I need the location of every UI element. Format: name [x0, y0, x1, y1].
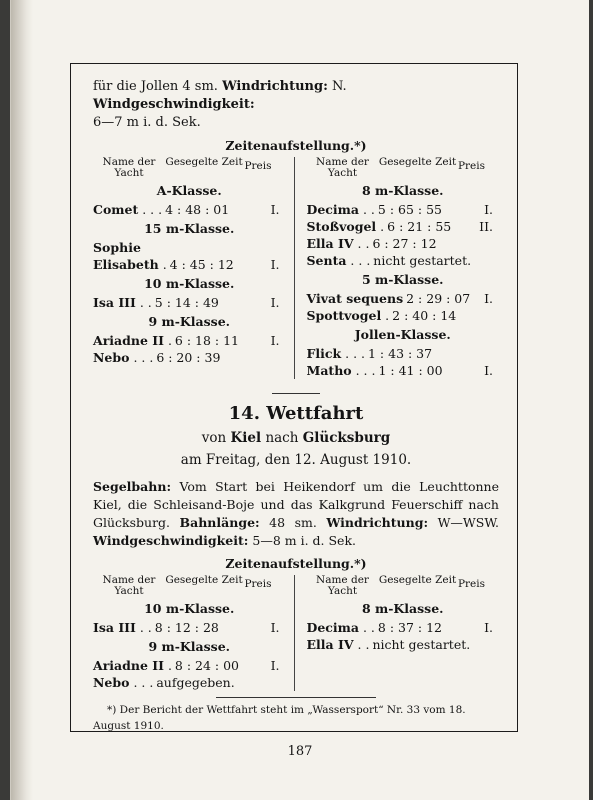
sailed-time: 6 : 27 : 12 — [372, 236, 437, 251]
intro-text: für die Jollen 4 sm. — [93, 79, 218, 94]
sailed-time: 8 : 37 : 12 — [377, 620, 442, 635]
wind-direction-value: W—WSW. — [437, 515, 499, 530]
table-row — [307, 619, 500, 636]
prize: I. — [484, 363, 493, 378]
class-heading: 9 m-Klasse. — [148, 639, 231, 654]
table-row — [307, 201, 500, 218]
leader-dots: . . — [135, 295, 152, 310]
column-header-prize: Preis — [244, 160, 272, 172]
page-number: 187 — [287, 744, 313, 759]
course-length-value: 48 sm. — [269, 515, 317, 530]
column-header-prize: Preis — [244, 578, 272, 590]
column-header — [307, 575, 500, 597]
race13-left-column — [93, 157, 294, 379]
leader-dots: . . . — [129, 675, 154, 690]
wind-direction-label: Windrichtung: — [326, 515, 429, 530]
sailed-time: 8 : 12 : 28 — [154, 620, 219, 635]
prize: I. — [484, 620, 493, 635]
sailed-time: 4 : 48 : 01 — [165, 202, 230, 217]
class-heading: 15 m-Klasse. — [144, 221, 235, 236]
table-row — [93, 657, 286, 674]
prize — [280, 239, 286, 256]
table-row — [93, 239, 286, 256]
route-start: Kiel — [230, 430, 262, 446]
prize — [493, 345, 499, 362]
class-heading: 8 m-Klasse. — [361, 601, 444, 616]
sailed-time: 6 : 20 : 39 — [156, 350, 221, 365]
page-content — [93, 78, 499, 734]
yacht-name: Ariadne II — [93, 658, 164, 673]
column-header-time: Gesegelte Zeit — [378, 574, 457, 586]
prize: I. — [270, 620, 280, 635]
page-gutter-shadow — [11, 0, 33, 800]
prize: I. — [270, 295, 280, 310]
leader-dots: . . — [353, 637, 370, 652]
table-row — [93, 256, 286, 273]
prize: I. — [484, 202, 493, 217]
race14-right-column — [294, 575, 500, 691]
yacht-name: Ella IV — [306, 637, 354, 652]
table-row — [307, 345, 500, 362]
race13-right-column — [294, 157, 500, 379]
sailed-time: 4 : 45 : 12 — [169, 257, 234, 272]
race14-left-column — [93, 575, 294, 691]
table-row — [307, 235, 500, 252]
course-label: Segelbahn: — [93, 479, 172, 494]
yacht-name: Nebo — [93, 675, 130, 690]
leader-dots: . — [158, 257, 167, 272]
table-row — [307, 636, 500, 653]
table-row — [307, 218, 500, 235]
column-header — [307, 157, 500, 179]
race14-heading: 14. Wettfahrt — [228, 403, 364, 424]
prize — [493, 235, 499, 252]
prize — [493, 252, 499, 269]
intro-line-1 — [93, 78, 499, 114]
class-heading: 9 m-Klasse. — [148, 314, 231, 329]
leader-dots: . . . — [138, 202, 163, 217]
yacht-name: Nebo — [93, 350, 130, 365]
column-header-prize: Preis — [457, 578, 486, 590]
yacht-name: Ariadne II — [93, 333, 164, 348]
leader-dots: . — [376, 219, 385, 234]
table-row — [93, 294, 286, 311]
prize: II. — [479, 219, 493, 234]
wind-speed-value: 5—8 m i. d. Sek. — [252, 533, 356, 548]
route-from-word: von — [201, 430, 227, 446]
section-divider — [272, 393, 320, 394]
sailed-time: 6 : 21 : 55 — [387, 219, 452, 234]
leader-dots: . — [163, 658, 172, 673]
leader-dots: . . . — [346, 253, 371, 268]
column-header — [93, 157, 286, 179]
table-row — [307, 252, 500, 269]
sailed-time: nicht gestartet. — [372, 637, 471, 652]
route-to-word: nach — [265, 430, 299, 446]
sailed-time: 8 : 24 : 00 — [174, 658, 240, 673]
table-row — [93, 201, 286, 218]
intro-line-2: 6—7 m i. d. Sek. — [93, 115, 201, 130]
class-heading: Jollen-Klasse. — [354, 327, 451, 342]
leader-dots: . — [381, 308, 390, 323]
sailed-time: 2 : 40 : 14 — [392, 308, 457, 323]
race14-times-title: Zeitenaufstellung.*) — [225, 556, 367, 571]
column-header-name: Name der Yacht — [316, 574, 369, 597]
prize — [493, 307, 499, 324]
yacht-name: Vivat sequens — [306, 291, 404, 306]
yacht-name: Flick — [306, 346, 342, 361]
class-heading: 10 m-Klasse. — [144, 601, 235, 616]
table-row — [307, 307, 500, 324]
yacht-name: Sophie — [93, 240, 141, 255]
column-header — [93, 575, 286, 597]
yacht-name: Decima — [306, 202, 359, 217]
sailed-time: 1 : 43 : 37 — [368, 346, 433, 361]
race14-results-table — [93, 575, 499, 691]
column-header-time: Gesegelte Zeit — [165, 574, 243, 586]
sailed-time: 5 : 14 : 49 — [154, 295, 219, 310]
yacht-name: Ella IV — [306, 236, 354, 251]
route-finish: Glücksburg — [302, 430, 391, 446]
course-length-label: Bahnlänge: — [179, 515, 260, 530]
table-row — [307, 362, 500, 379]
wind-speed-label: Windgeschwindigkeit: — [93, 97, 255, 112]
prize: I. — [484, 291, 493, 306]
class-heading: 5 m-Klasse. — [361, 272, 444, 287]
table-row — [93, 674, 286, 691]
column-header-name: Name der Yacht — [316, 156, 369, 179]
yacht-name: Comet — [93, 202, 139, 217]
race14-description — [93, 478, 499, 550]
footnote-rule — [216, 697, 376, 698]
class-heading: A-Klasse. — [156, 183, 222, 198]
leader-dots: . . — [135, 620, 152, 635]
prize: I. — [270, 333, 280, 348]
yacht-name: Elisabeth — [93, 257, 159, 272]
sailed-time: aufgegeben. — [156, 675, 235, 690]
column-header-prize: Preis — [457, 160, 486, 172]
leader-dots: . . . — [351, 363, 376, 378]
yacht-name: Stoßvogel — [306, 219, 377, 234]
book-page — [10, 0, 589, 800]
prize — [280, 349, 286, 366]
sailed-time: 6 : 18 : 11 — [174, 333, 240, 348]
yacht-name: Decima — [306, 620, 359, 635]
wind-direction-label: Windrichtung: — [222, 79, 328, 94]
leader-dots: . . . — [341, 346, 365, 361]
class-heading: 8 m-Klasse. — [361, 183, 444, 198]
yacht-name: Matho — [306, 363, 352, 378]
race13-results-table — [93, 157, 499, 379]
race13-times-title: Zeitenaufstellung.*) — [225, 138, 367, 153]
race14-route — [93, 428, 499, 448]
wind-speed-label: Windgeschwindigkeit: — [93, 533, 249, 548]
sailed-time: nicht gestartet. — [373, 253, 472, 268]
yacht-name: Isa III — [93, 295, 136, 310]
table-row — [93, 332, 286, 349]
yacht-name: Senta — [306, 253, 347, 268]
column-header-time: Gesegelte Zeit — [378, 156, 457, 168]
prize: I. — [270, 257, 280, 272]
yacht-name: Spottvogel — [306, 308, 382, 323]
leader-dots: . . . — [129, 350, 154, 365]
wind-direction-value: N. — [332, 79, 347, 94]
leader-dots: . . — [358, 620, 375, 635]
table-row — [93, 619, 286, 636]
column-header-name: Name der Yacht — [102, 156, 156, 179]
yacht-name: Isa III — [93, 620, 136, 635]
course-text: Vom Start bei Heikendorf um die Leuchttonne Kiel, die Schleisand-Boje und das Kalkgrund Feuerschiff nach Glücksburg. — [93, 479, 499, 530]
sailed-time: 1 : 41 : 00 — [378, 363, 443, 378]
prize: I. — [270, 658, 280, 673]
leader-dots: . . — [353, 236, 370, 251]
table-row — [93, 349, 286, 366]
sailed-time: 5 : 65 : 55 — [377, 202, 442, 217]
prize — [493, 636, 499, 653]
leader-dots: . — [163, 333, 172, 348]
prize — [280, 674, 286, 691]
class-heading: 10 m-Klasse. — [144, 276, 235, 291]
column-header-name: Name der Yacht — [102, 574, 156, 597]
leader-dots: . . — [358, 202, 375, 217]
table-row — [307, 290, 500, 307]
prize: I. — [270, 202, 280, 217]
footnote: *) Der Bericht der Wettfahrt steht im „Wassersport“ Nr. 33 vom 18. August 1910. — [93, 704, 466, 732]
race14-date: am Freitag, den 12. August 1910. — [180, 452, 412, 468]
sailed-time: 2 : 29 : 07 — [406, 291, 471, 306]
column-header-time: Gesegelte Zeit — [165, 156, 243, 168]
